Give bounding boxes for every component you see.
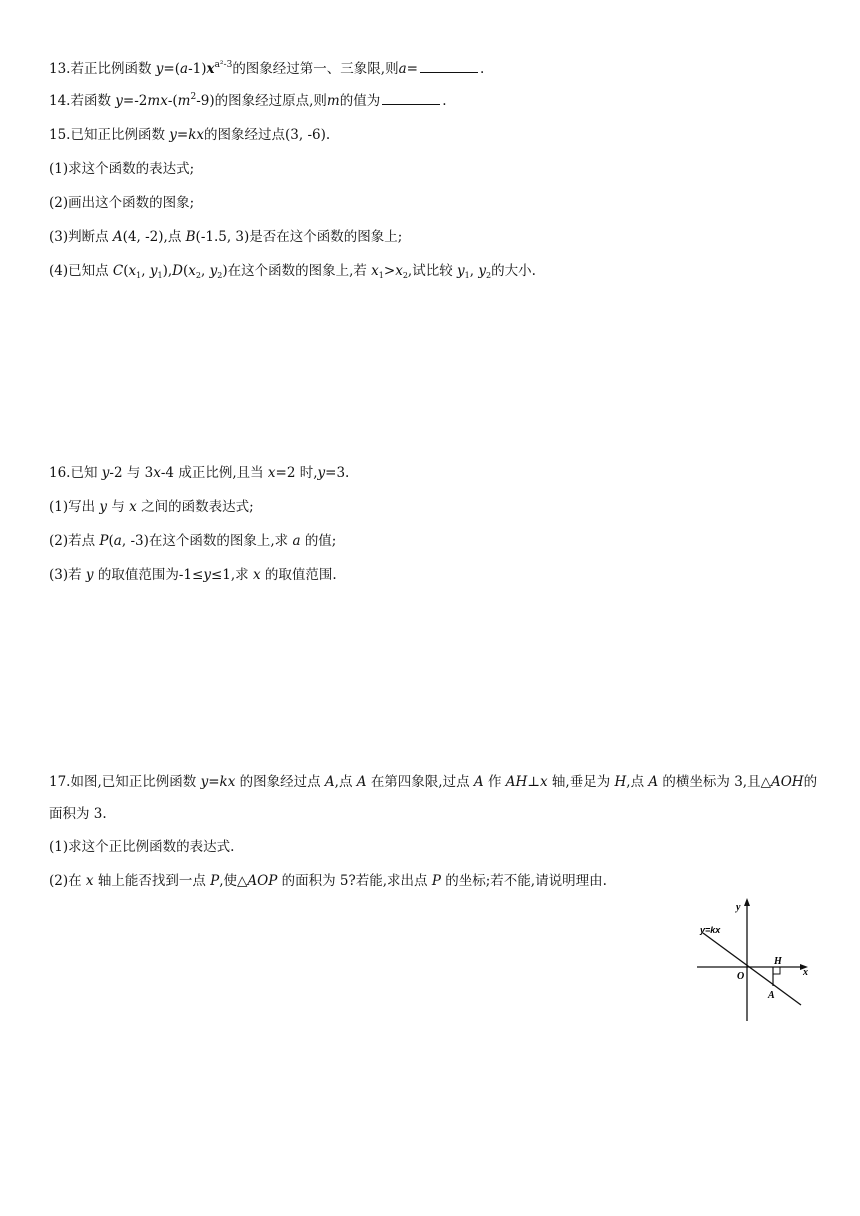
label-H: H: [774, 956, 782, 967]
question-16-part-2: (2)若点 P(a, -3)在这个函数的图象上,求 a 的值;: [49, 533, 337, 549]
question-13: 13.若正比例函数 $y=(a-1)x^{a^2-3}$的图象经过第一、三象限,则a= .: [49, 60, 485, 77]
coordinate-figure: [693, 895, 818, 1025]
label-A: A: [768, 990, 775, 1001]
question-17-part-2: (2)在 x 轴上能否找到一点 P,使△AOP 的面积为 5?若能,求出点 P 的坐标;若不能,请说明理由.: [49, 873, 607, 889]
question-15-part-2: (2)画出这个函数的图象;: [49, 195, 195, 211]
label-x: x: [803, 967, 808, 978]
question-15-part-4: (4)已知点 $C(x_1$, $y_1),D(x_2$, $y_2$)在这个函数的图象上,若 $x_1>x_2$,试比较 $y_1$, $y_2$的大小.: [49, 263, 536, 280]
label-line: y=kx: [700, 925, 721, 935]
question-15-part-3: (3)判断点 A(4, -2),点 B(-1.5, 3)是否在这个函数的图象上;: [49, 229, 403, 245]
label-y: y: [736, 902, 741, 913]
answer-blank: [420, 60, 478, 73]
question-16-part-3: (3)若 y 的取值范围为-1≤y≤1,求 x 的取值范围.: [49, 567, 337, 583]
question-17-part-1: (1)求这个正比例函数的表达式.: [49, 839, 235, 855]
question-15: 15.已知正比例函数 y=kx的图象经过点(3, -6).: [49, 127, 331, 143]
question-16: 16.已知 y-2 与 3x-4 成正比例,且当 x=2 时,y=3.: [49, 465, 350, 481]
question-16-part-1: (1)写出 y 与 x 之间的函数表达式;: [49, 499, 254, 515]
question-14: 14.若函数 $y=-2mx-(m^2-9)$的图象经过原点,则m的值为 .: [49, 92, 447, 109]
label-O: O: [737, 971, 745, 982]
question-17: 17.如图,已知正比例函数 y=kx 的图象经过点 A,点 A 在第四象限,过点 A 作 AH⊥x 轴,垂足为 H,点 A 的横坐标为 3,且△AOH的面积为 3.: [49, 774, 818, 822]
right-angle-mark: [773, 967, 780, 974]
y-axis-arrow: [744, 898, 750, 906]
question-15-part-1: (1)求这个函数的表达式;: [49, 161, 195, 177]
answer-blank: [382, 92, 440, 105]
graph-line: [703, 933, 801, 1005]
